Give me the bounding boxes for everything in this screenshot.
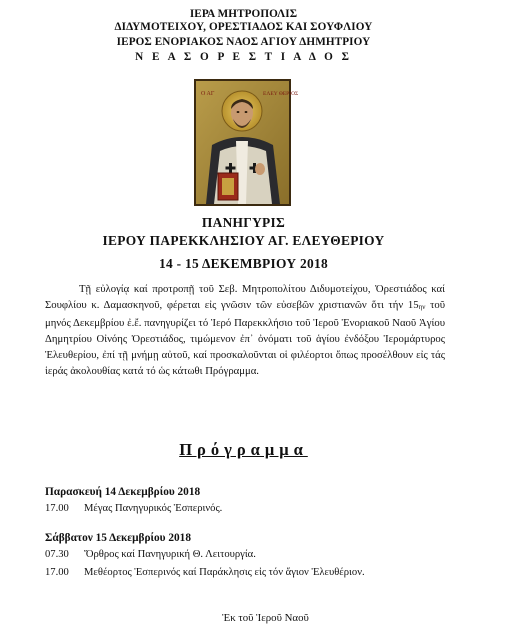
- schedule-event: [45, 548, 256, 561]
- header-town: Ν Ε Α Σ Ο Ρ Ε Σ Τ Ι Α Δ Ο Σ: [135, 51, 352, 63]
- schedule-event: [45, 502, 222, 515]
- event-time: 17.00: [45, 503, 69, 514]
- title-dates: 14 - 15 ΔΕΚΕΜΒΡΙΟΥ 2018: [159, 256, 328, 271]
- event-description: Ὄρθρος καί Πανηγυρική Θ. Λειτουργία.: [84, 549, 256, 560]
- event-description: Μέγας Πανηγυρικός Ἑσπερινός.: [84, 503, 223, 514]
- paragraph-text-end: τοῦ μηνός Δεκεμβρίου ἐ.ἔ. πανηγυρίζει τό Ἱερό Παρεκκλήσιο τοῦ Ἱεροῦ Ἐνοριακοῦ Ναοῦ Ἁγίου Δημητρίου Οἰνόης Ὀρεστιάδος, τιμώμενον ἐπ᾽ ὀνόματι τοῦ ἁγίου ἐνδόξου Ἱερομάρτυρος Ἐλευθερίου, ἐπί τῇ μνήμῃ αὐτοῦ, καί προσκαλοῦνται οἱ φιλέορτοι ὅπως προσέλθουν εἰς τάς ἱεράς ἀκολουθίας κατά τό ὡς κάτωθι Πρόγραμμα.: [45, 298, 445, 377]
- program-heading: Πρόγραμμα: [179, 440, 308, 459]
- saint-icon-image: [194, 79, 299, 206]
- paragraph-text-start: Τῇ εὐλογίᾳ καί προτροπῇ τοῦ Σεβ. Μητροπολίτου Διδυμοτείχου, Ὀρεστιάδος καί Σουφλίου κ. Δαμασκηνοῦ, φέρεται εἰς γνῶσιν τῶν εὐσεβῶν χριστιανῶν ὅτι τήν 15: [45, 283, 445, 311]
- schedule-event: [45, 566, 365, 579]
- header-parish-church: ΙΕΡΟΣ ΕΝΟΡΙΑΚΟΣ ΝΑΟΣ ΑΓΙΟΥ ΔΗΜΗΤΡΙΟΥ: [116, 36, 371, 48]
- signature-line: Ἐκ τοῦ Ἱεροῦ Ναοῦ: [222, 612, 309, 624]
- schedule-day-saturday: Σάββατον 15 Δεκεμβρίου 2018: [45, 532, 191, 544]
- header-diocese: ΔΙΔΥΜΟΤΕΙΧΟΥ, ΟΡΕΣΤΙΑΔΟΣ ΚΑΙ ΣΟΥΦΛΙΟΥ: [114, 21, 373, 33]
- event-time: 07.30: [45, 549, 69, 560]
- schedule-day-friday: Παρασκευή 14 Δεκεμβρίου 2018: [45, 486, 201, 498]
- icon-right-inscription: ΕΛΕΥ ΘΕΡΙΟΣ: [263, 91, 299, 97]
- header-metropolis: ΙΕΡΑ ΜΗΤΡΟΠΟΛΙΣ: [189, 8, 298, 20]
- icon-left-inscription: Ο ΑΓ: [201, 91, 215, 97]
- event-description: Μεθέορτος Ἑσπερινός καί Παράκλησις εἰς τόν ἅγιον Ἐλευθέριον.: [84, 567, 365, 578]
- event-time: 17.00: [45, 567, 69, 578]
- announcement-paragraph: [45, 282, 445, 379]
- title-chapel: ΙΕΡΟΥ ΠΑΡΕΚΚΛΗΣΙΟΥ ΑΓ. ΕΛΕΥΘΕΡΙΟΥ: [102, 233, 385, 248]
- paragraph-ordinal-suffix: ην: [418, 302, 426, 311]
- title-feast: ΠΑΝΗΓΥΡΙΣ: [201, 215, 286, 230]
